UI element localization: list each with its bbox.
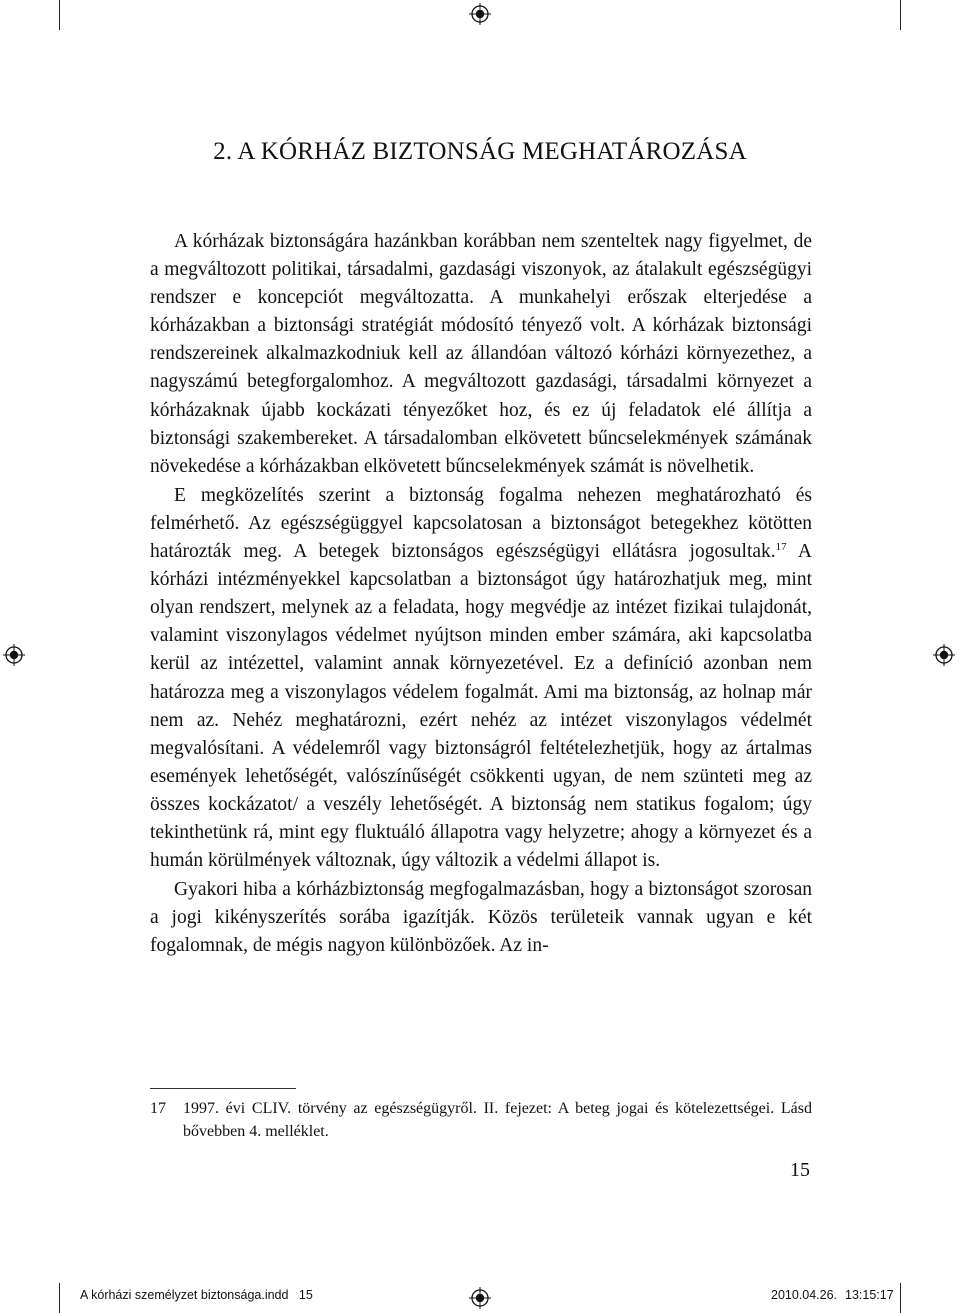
footnote-text: 1997. évi CLIV. törvény az egészségügyről. II. fejezet: A beteg jogai és kötelezettségei. Lásd bővebben 4. melléklet. bbox=[183, 1100, 812, 1140]
footnote-number: 17 bbox=[150, 1100, 166, 1117]
page-number: 15 bbox=[790, 1159, 810, 1181]
footnote-reference: 17 bbox=[775, 541, 787, 554]
registration-mark-icon bbox=[3, 644, 25, 666]
crop-mark-top-left bbox=[59, 0, 60, 30]
slug-date: 2010.04.26. bbox=[771, 1288, 838, 1302]
paragraph bbox=[150, 482, 812, 875]
crop-mark-bottom-right bbox=[900, 1283, 901, 1313]
crop-mark-top-right bbox=[900, 0, 901, 30]
paragraph-text: A kórházi intézményekkel kapcsolatban a biztonságot úgy határozhatjuk meg, mint olyan rendszert, melynek az a feladata, hogy megvédje az intézet fizikai tulajdonát, valamint viszonylagos védelmet nyújtson minden ember számára, aki kapcsolatba kerül az intézettel, valamint annak környezetével. Ez a definíció azonban nem határozza meg a viszonylagos védelem fogalmát. Ami ma biztonság, az holnap már nem az. Nehéz meghatározni, ezért nehéz az intézet viszonylagos védelmét megvalósítani. A védelemről vagy biztonságról feltételezhetjük, hogy az ártalmas események lehetőségét, valószínűségét csökkenti ugyan, de nem szünteti meg az összes kockázatot/ a veszély lehetőségét. A biztonság nem statikus fogalom; úgy tekinthetünk rá, mint egy fluktuáló állapotra vagy helyzetre; ahogy a környezet és a humán körülmények változnak, úgy változik a védelmi állapot is. bbox=[150, 541, 812, 872]
slug-file-name: A kórházi személyzet biztonsága.indd 15 bbox=[80, 1288, 313, 1302]
paragraph-text: E megközelítés szerint a biztonság fogalma nehezen meghatározható és felmérhető. Az egészségüggyel kapcsolatosan a biztonságot betegekhez kötötten határozták meg. A betegek biztonságos egészségügyi ellátásra jogosultak. bbox=[150, 484, 812, 563]
registration-mark-icon bbox=[469, 3, 491, 25]
body-text bbox=[150, 228, 812, 960]
footnote bbox=[150, 1097, 812, 1143]
footnote-divider bbox=[150, 1088, 296, 1089]
registration-mark-icon bbox=[469, 1287, 491, 1309]
paragraph: Gyakori hiba a kórházbiztonság megfogalmazásban, hogy a biztonságot szorosan a jogi kikényszerítés sorába igazítják. Közös területeik vannak ugyan e két fogalomnak, de mégis nagyon különbözőek. Az in- bbox=[150, 879, 812, 957]
paragraph: A kórházak biztonságára hazánkban korábban nem szenteltek nagy figyelmet, de a megváltozott politikai, társadalmi, gazdasági viszonyok, az átalakult egészségügyi rendszer e koncepciót megváltozatta. A munkahelyi erőszak elterjedése a kórházakban a biztonsági stratégiát módosító tényező volt. A kórházak biztonsági rendszereinek alkalmazkodniuk kell az állandóan változó kórházi környezethez, a nagyszámú betegforgalomhoz. A megváltozott gazdasági, társadalmi környezet a kórházaknak újabb kockázati tényezőket hoz, és ez új feladatok elé állítja a biztonsági szakembereket. A társadalomban elkövetett bűncselekmények számának növekedése a kórházakban elkövetett bűncselekmények számát is növelhetik. bbox=[150, 231, 812, 477]
chapter-title: 2. A KÓRHÁZ BIZTONSÁG MEGHATÁROZÁSA bbox=[213, 138, 747, 165]
slug-time: 13:15:17 bbox=[845, 1288, 894, 1302]
crop-mark-bottom-left bbox=[59, 1283, 60, 1313]
registration-mark-icon bbox=[933, 644, 955, 666]
